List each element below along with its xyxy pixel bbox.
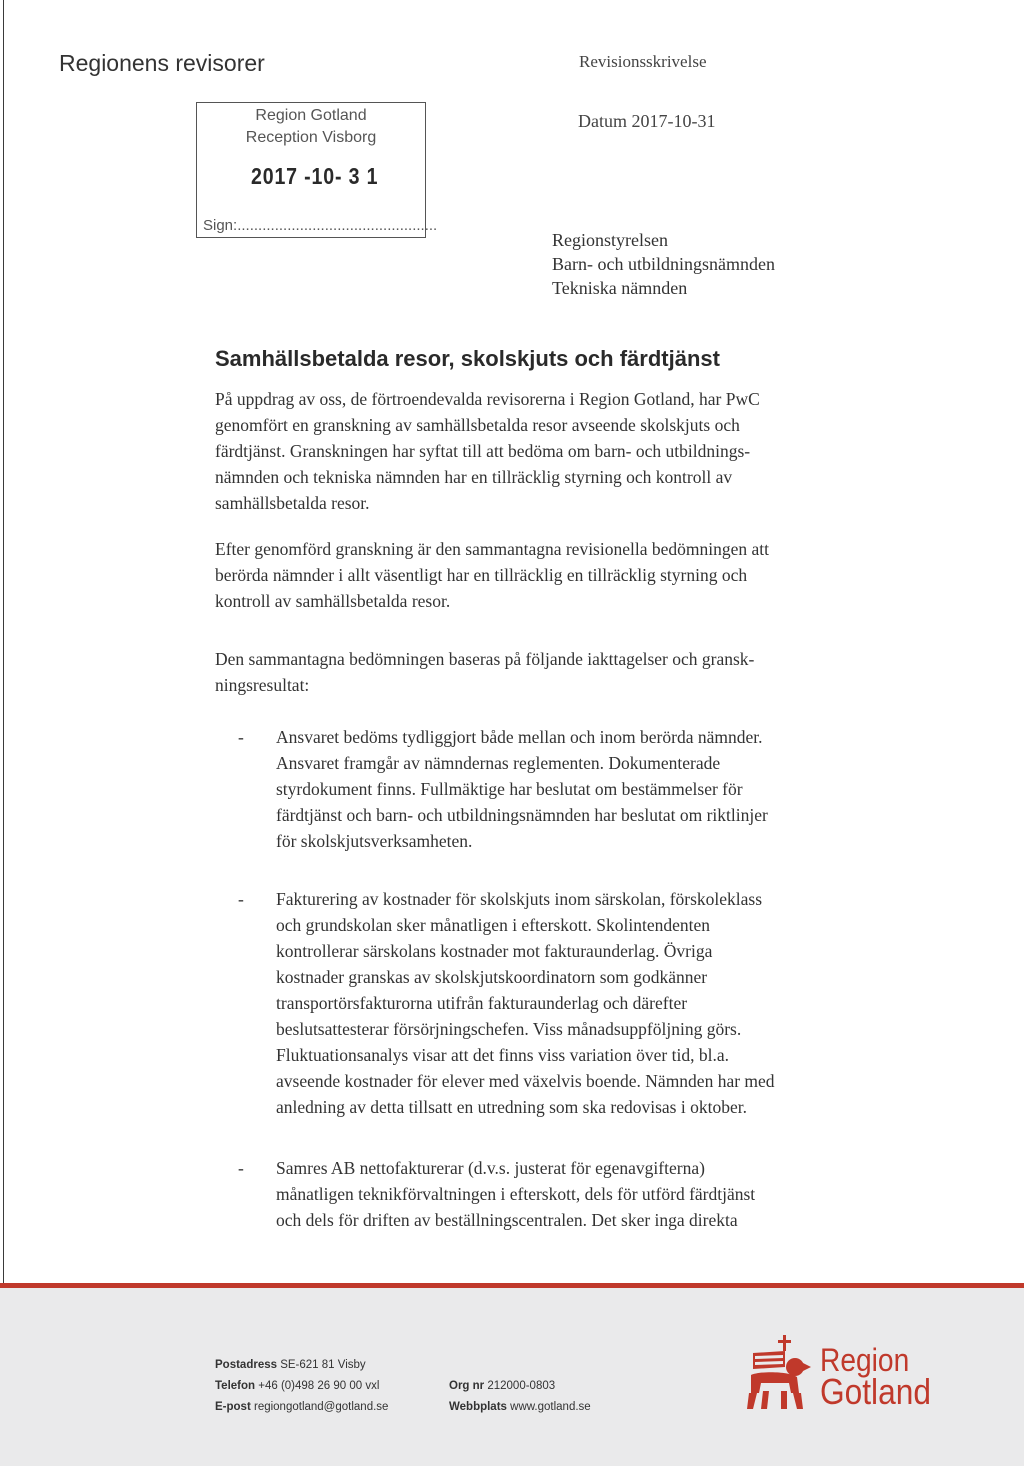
reception-stamp [196, 102, 438, 238]
text-line: nämnden och tekniska nämnden har en tillräcklig styrning och kontroll av [215, 467, 733, 487]
sender-name: Regionens revisorer [59, 50, 265, 76]
text-line: och dels för driften av beställningscentralen. Det sker inga direkta [276, 1210, 738, 1230]
text-line: Den sammantagna bedömningen baseras på följande iakttagelser och gransk- [215, 649, 755, 669]
text-line: kontrollerar särskolans kostnader mot fakturaunderlag. Övriga [276, 941, 713, 961]
footer-rule [0, 1283, 1024, 1288]
stamp-org: Region Gotland [255, 107, 367, 124]
logo-text-gotland: Gotland [820, 1371, 931, 1412]
text-line: beslutsattesterar försörjningschefen. Viss månadsuppföljning görs. [276, 1019, 742, 1039]
recipient: Regionstyrelsen [552, 230, 668, 250]
recipient: Tekniska nämnden [552, 278, 688, 298]
text-line: Ansvaret framgår av nämndernas reglementen. Dokumenterade [276, 753, 721, 773]
text-line: Fakturering av kostnader för skolskjuts inom särskolan, förskoleklass [276, 889, 763, 909]
text-line: färdtjänst och barn- och utbildningsnämnden har beslutat om riktlinjer [276, 805, 768, 825]
email-label: E-post [215, 1401, 251, 1413]
document-title: Samhällsbetalda resor, skolskjuts och färdtjänst [215, 346, 720, 371]
text-line: Efter genomförd granskning är den sammantagna revisionella bedömningen att [215, 539, 769, 559]
text-line: kontroll av samhällsbetalda resor. [215, 591, 451, 611]
bullet-dash: - [238, 727, 244, 747]
paragraph-3 [215, 646, 754, 698]
bullet-dash: - [238, 889, 244, 909]
text-line: transportörsfakturorna utifrån fakturaunderlag och därefter [276, 993, 688, 1013]
stamp-office: Reception Visborg [245, 129, 377, 146]
paragraph-1 [215, 386, 760, 516]
logo-text-region: Region [820, 1342, 910, 1378]
text-line: Samres AB nettofakturerar (d.v.s. justerat för egenavgifterna) [276, 1158, 705, 1178]
text-line: kostnader granskas av skolskjutskoordinatorn som godkänner [276, 967, 708, 987]
stamp-date: 2017 -10- 3 1 [251, 163, 379, 189]
postal-label: Postadress [215, 1359, 278, 1371]
text-line: samhällsbetalda resor. [215, 493, 370, 513]
text-line: På uppdrag av oss, de förtroendevalda revisorerna i Region Gotland, har PwC [215, 389, 760, 409]
text-line: månatligen teknikförvaltningen i efterskott, dels för utförd färdtjänst [276, 1184, 756, 1204]
document-type: Revisionsskrivelse [579, 52, 707, 71]
text-line: Fluktuationsanalys visar att det finns viss variation över tid, bl.a. [276, 1045, 729, 1065]
phone-label: Telefon [215, 1380, 256, 1392]
text-line: anledning av detta tillsatt en utredning som ska redovisas i oktober. [276, 1097, 747, 1117]
page-footer [0, 1283, 1024, 1466]
text-line: ningsresultat: [215, 675, 310, 695]
email-value: regiongotland@gotland.se [253, 1401, 389, 1413]
stamp-sign: Sign:................................................ [203, 217, 438, 234]
footer-org [449, 1376, 591, 1418]
text-line: berörda nämnder i allt väsentligt har en tillräcklig en tillräcklig styrning och [215, 565, 748, 585]
web-value: www.gotland.se [510, 1401, 591, 1413]
text-line: avseende kostnader för elever med växelvis boende. Nämnden har med [276, 1071, 775, 1091]
org-label: Org nr [449, 1380, 485, 1392]
text-line: och grundskolan sker månatligen i efterskott. Skolintendenten [276, 915, 710, 935]
paragraph-2 [215, 536, 769, 614]
document-date: Datum 2017-10-31 [578, 111, 716, 131]
text-line: Ansvaret bedöms tydliggjort både mellan och inom berörda nämnder. [276, 727, 763, 747]
bullet-dash: - [238, 1158, 244, 1178]
text-line: genomfört en granskning av samhällsbetalda resor avseende skolskjuts och [215, 415, 740, 435]
page-edge [3, 0, 4, 1466]
recipient: Barn- och utbildningsnämnden [552, 254, 775, 274]
region-gotland-logo [745, 1333, 965, 1413]
text-line: för skolskjutsverksamheten. [276, 831, 473, 851]
text-line: styrdokument finns. Fullmäktige har beslutat om bestämmelser för [276, 779, 743, 799]
footer-contact [215, 1355, 388, 1418]
ram-emblem-icon [745, 1333, 815, 1413]
text-line: färdtjänst. Granskningen har syftat till att bedöma om barn- och utbildnings- [215, 441, 751, 461]
web-label: Webbplats [449, 1401, 507, 1413]
phone-value: +46 (0)498 26 90 00 vxl [258, 1380, 380, 1392]
recipients [552, 228, 775, 300]
org-value: 212000-0803 [487, 1380, 556, 1392]
postal-value: SE-621 81 Visby [280, 1359, 366, 1371]
